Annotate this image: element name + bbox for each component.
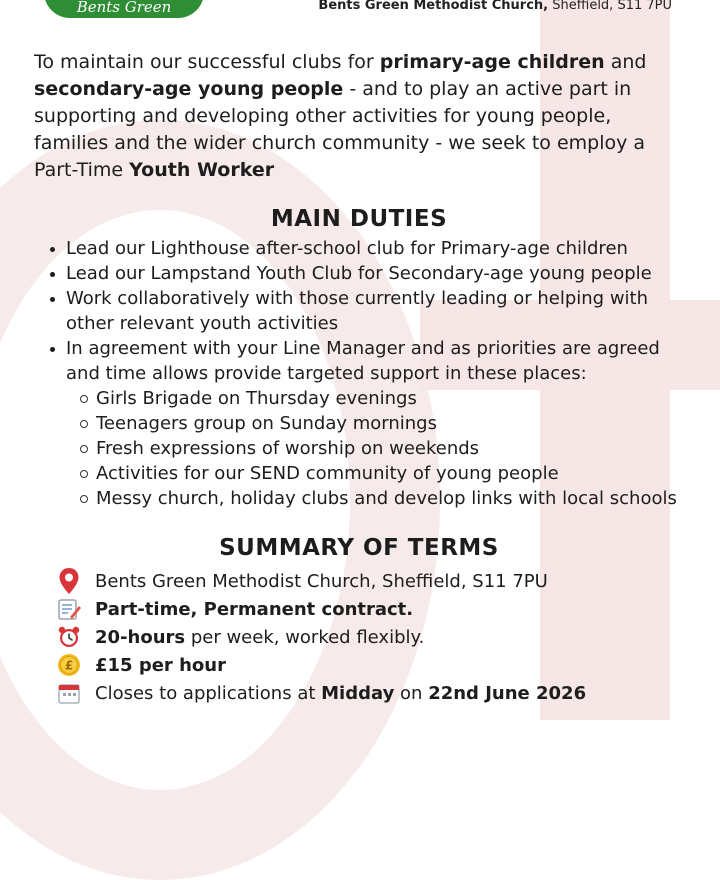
closing-pre: Closes to applications at [95,682,322,704]
header-address-city: Sheffield, S11 7PU [548,0,672,13]
intro-text-2: and [604,51,647,73]
hours-bold: 20-hours [95,626,186,648]
intro-paragraph [34,49,684,184]
header-address-church: Bents Green Methodist Church, [318,0,549,13]
duty-item: Lead our Lighthouse after-school club for Primary-age children [48,236,684,261]
location-pin-icon [56,568,82,594]
summary-of-terms-heading: SUMMARY OF TERMS [219,535,499,561]
intro-bold-role: Youth Worker [129,159,275,181]
term-hours [56,623,684,651]
intro-text-3: - and to play an active part in supporting and developing other activities for young people, families and the wider church community - we seek to employ a Part-Time [34,78,646,181]
term-location [56,567,684,595]
hours-text [95,627,424,648]
church-logo [44,0,204,18]
duties-list [34,236,684,511]
contract-text: Part-time, Permanent contract. [95,598,414,620]
support-place-item: Teenagers group on Sunday mornings [80,411,684,436]
intro-text-1: To maintain our successful clubs for [34,51,380,73]
support-place-item: Activities for our SEND community of young people [80,461,684,486]
duty-item [48,336,684,511]
terms-list [34,567,684,707]
support-place-item: Girls Brigade on Thursday evenings [80,386,684,411]
term-closing [56,679,684,707]
main-duties-heading: MAIN DUTIES [270,206,448,232]
term-pay [56,651,684,679]
location-text: Bents Green Methodist Church, Sheffield, S11 7PU [95,570,548,592]
pound-symbol: £ [64,658,74,673]
support-places-list [66,386,684,511]
logo-text: Bents Green [76,0,172,16]
header-address [318,0,672,13]
closing-mid: on [394,682,429,704]
duty-item-text: In agreement with your Line Manager and as priorities are agreed and time allows provide targeted support in these places: [66,338,660,384]
intro-bold-primary: primary-age children [379,51,605,73]
duty-item: Work collaboratively with those currently leading or helping with other relevant youth activities [48,286,684,336]
closing-date: 22nd June 2026 [428,682,587,704]
alarm-clock-icon [56,624,82,650]
pay-text: £15 per hour [95,654,226,676]
support-place-item: Fresh expressions of worship on weekends [80,436,684,461]
closing-time: Midday [321,682,395,704]
pound-coin-icon [56,652,82,678]
intro-bold-secondary: secondary-age young people [34,78,344,100]
support-place-item: Messy church, holiday clubs and develop links with local schools [80,486,684,511]
memo-icon [56,596,82,622]
main-content [34,49,684,707]
closing-text [95,683,586,704]
calendar-icon [56,680,82,706]
term-contract [56,595,684,623]
hours-rest: per week, worked flexibly. [185,626,425,648]
duty-item: Lead our Lampstand Youth Club for Secondary-age young people [48,261,684,286]
